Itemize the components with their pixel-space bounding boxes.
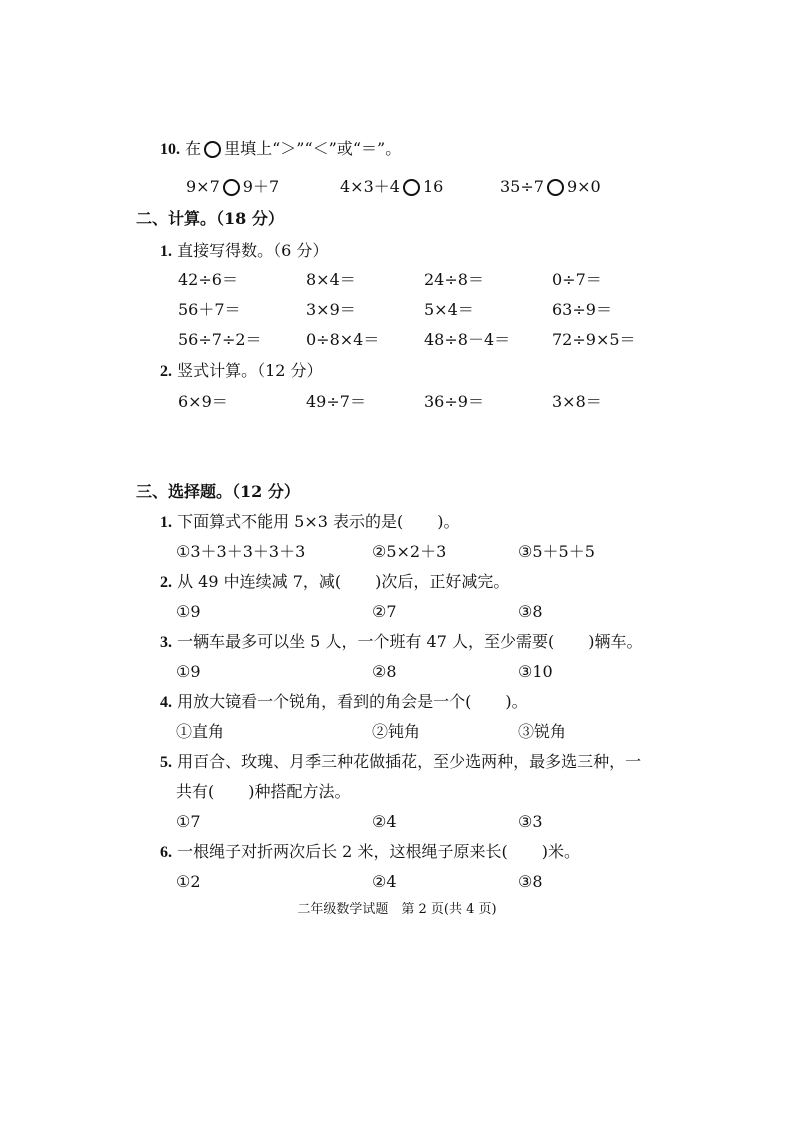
option: ②4	[372, 872, 397, 891]
calc-cell: 56÷7÷2＝	[178, 330, 262, 349]
q10-item-3-right: 9×0	[566, 177, 601, 196]
option: ②钝角	[372, 722, 421, 741]
s3-q3-number: 3.	[160, 634, 172, 651]
calc-cell: 0÷8×4＝	[306, 330, 380, 349]
option: ②8	[372, 662, 397, 681]
q10-item-3-left: 35÷7	[500, 177, 544, 196]
calc-cell: 63÷9＝	[552, 300, 612, 319]
s3-q6-text-after: )米。	[541, 842, 580, 861]
s3-q3-text-after: )辆车。	[588, 632, 643, 651]
s2-q1-text: 直接写得数。（6 分）	[177, 241, 329, 260]
option: ②5×2＋3	[372, 542, 447, 561]
answer-circle-1[interactable]	[223, 179, 240, 196]
option: ①2	[176, 872, 201, 891]
option: ③10	[518, 662, 553, 681]
vertical-calc-item: 36÷9＝	[424, 392, 484, 411]
q10-number: 10.	[160, 141, 180, 158]
s3-q4-text-before: 用放大镜看一个锐角，看到的角会是一个(	[177, 692, 472, 711]
s3-q2-number: 2.	[160, 574, 172, 591]
calc-cell: 8×4＝	[306, 270, 356, 289]
s3-question-2	[160, 572, 509, 593]
q10-item-2-right: 16	[422, 177, 444, 196]
q10-prompt-before: 在	[185, 139, 202, 158]
vertical-calc-item: 3×8＝	[552, 392, 602, 411]
answer-circle-2[interactable]	[403, 179, 420, 196]
s2-q2-heading	[160, 361, 323, 382]
s3-question-4	[160, 692, 528, 713]
calc-cell: 42÷6＝	[178, 270, 238, 289]
s3-q4-text-after: )。	[505, 692, 528, 711]
q10-prompt-after: 里填上“＞”“＜”或“＝”。	[224, 139, 402, 158]
option: ③8	[518, 602, 543, 621]
vertical-calc-item: 6×9＝	[178, 392, 228, 411]
q10-item-2-left: 4×3＋4	[340, 177, 400, 196]
option: ①9	[176, 602, 201, 621]
option: ③8	[518, 872, 543, 891]
option: ③锐角	[518, 722, 567, 741]
s3-q6-text-before: 一根绳子对折两次后长 2 米，这根绳子原来长(	[177, 842, 508, 861]
section3-title: 三、选择题。（12 分）	[136, 482, 300, 501]
s3-q1-text-after: )。	[437, 512, 460, 531]
calc-cell: 3×9＝	[306, 300, 356, 319]
s3-q6-number: 6.	[160, 844, 172, 861]
option: ①3＋3＋3＋3＋3	[176, 542, 306, 561]
s3-q2-text-before: 从 49 中连续减 7，减(	[177, 572, 342, 591]
s3-q5-text-after: )种搭配方法。	[248, 782, 351, 801]
s3-q4-number: 4.	[160, 694, 172, 711]
s3-q2-text-after: )次后，正好减完。	[375, 572, 510, 591]
s3-q1-number: 1.	[160, 514, 172, 531]
calc-cell: 56＋7＝	[178, 300, 241, 319]
page-footer: 二年级数学试题 第 2 页(共 4 页)	[297, 902, 497, 917]
q10-item-3	[500, 177, 601, 197]
s2-q1-heading	[160, 241, 328, 262]
answer-circle-3[interactable]	[547, 179, 564, 196]
calc-cell: 24÷8＝	[424, 270, 484, 289]
q10-item-1-right: 9＋7	[242, 177, 280, 196]
calc-cell: 5×4＝	[424, 300, 474, 319]
q10-prompt	[160, 139, 401, 160]
option: ①直角	[176, 722, 225, 741]
s3-q5-text-before: 共有(	[176, 782, 215, 801]
section2-title: 二、计算。（18 分）	[136, 209, 284, 228]
calc-cell: 72÷9×5＝	[552, 330, 636, 349]
s3-q5-text-line1: 用百合、玫瑰、月季三种花做插花，至少选两种，最多选三种，一	[177, 752, 642, 771]
s3-question-1	[160, 512, 460, 533]
s2-q2-text: 竖式计算。（12 分）	[177, 361, 323, 380]
s2-q1-number: 1.	[160, 243, 172, 260]
s3-q5-number: 5.	[160, 754, 172, 771]
s3-question-6	[160, 842, 580, 863]
s3-question-5	[160, 752, 641, 773]
s3-question-3	[160, 632, 642, 653]
option: ②4	[372, 812, 397, 831]
s2-q2-number: 2.	[160, 363, 172, 380]
calc-cell: 0÷7＝	[552, 270, 602, 289]
option: ③5＋5＋5	[518, 542, 595, 561]
option: ③3	[518, 812, 543, 831]
s3-q3-text-before: 一辆车最多可以坐 5 人，一个班有 47 人，至少需要(	[177, 632, 555, 651]
s3-q1-text-before: 下面算式不能用 5×3 表示的是(	[177, 512, 404, 531]
option: ①7	[176, 812, 201, 831]
q10-item-2	[340, 177, 443, 197]
calc-cell: 48÷8－4＝	[424, 330, 511, 349]
s3-question-5-continued	[176, 782, 351, 802]
vertical-calc-item: 49÷7＝	[306, 392, 366, 411]
q10-item-1	[186, 177, 279, 197]
q10-item-1-left: 9×7	[186, 177, 220, 196]
option: ②7	[372, 602, 397, 621]
blank-circle-icon	[204, 141, 221, 158]
option: ①9	[176, 662, 201, 681]
